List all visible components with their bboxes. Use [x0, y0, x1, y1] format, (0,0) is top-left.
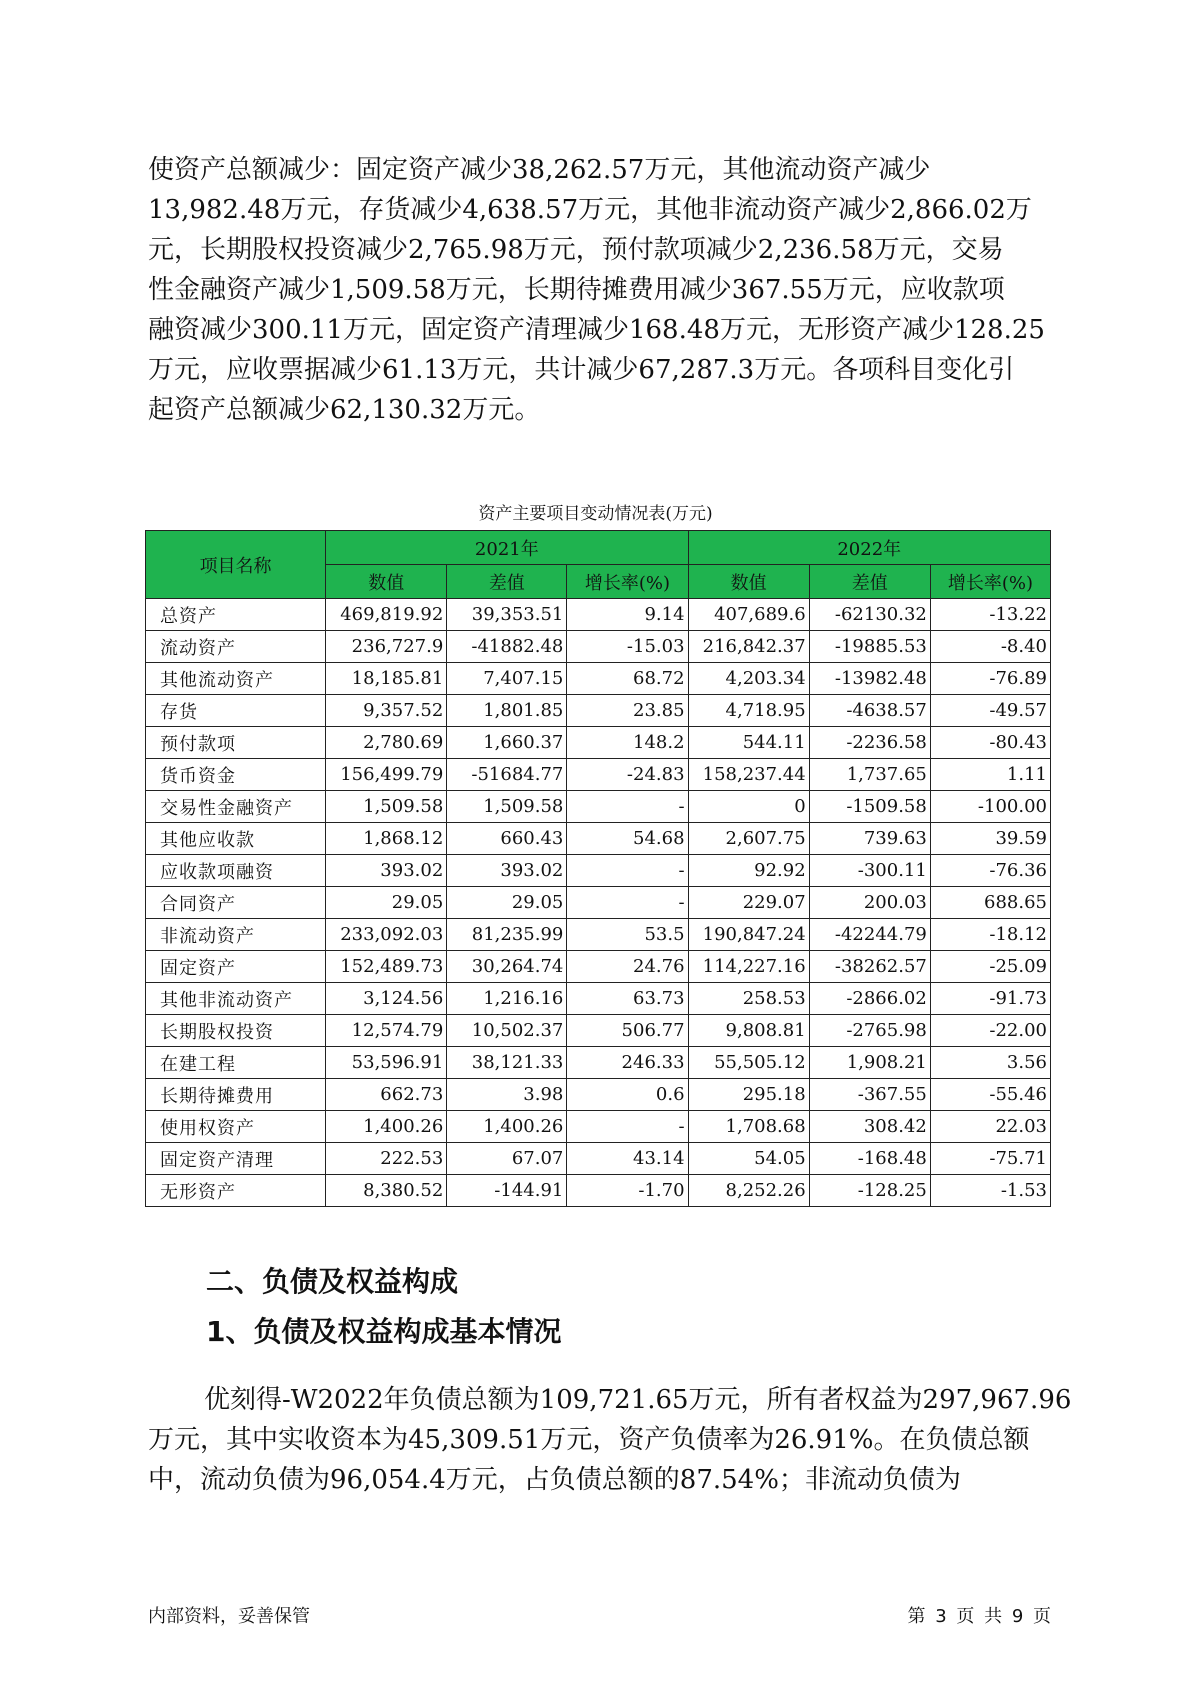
table-cell: 1,801.85	[447, 695, 567, 727]
table-cell: -100.00	[930, 791, 1050, 823]
table-cell: 0.6	[567, 1079, 688, 1111]
table-cell: 0	[688, 791, 809, 823]
table-cell: 246.33	[567, 1047, 688, 1079]
row-item-name: 长期股权投资	[146, 1015, 326, 1047]
row-item-name: 固定资产	[146, 951, 326, 983]
table-cell: -1.70	[567, 1175, 688, 1207]
table-cell: -2236.58	[809, 727, 930, 759]
table-cell: 190,847.24	[688, 919, 809, 951]
table-cell: 148.2	[567, 727, 688, 759]
row-item-name: 流动资产	[146, 631, 326, 663]
table-cell: -13.22	[930, 599, 1050, 631]
subsection-heading: 1、负债及权益构成基本情况	[206, 1315, 562, 1348]
table-row	[146, 695, 1051, 727]
paragraph-line: 中，流动负债为96,054.4万元，占负债总额的87.54%；非流动负债为	[148, 1465, 961, 1495]
table-cell: 200.03	[809, 887, 930, 919]
table-cell: 1,708.68	[688, 1111, 809, 1143]
paragraph-line: 万元，其中实收资本为45,309.51万元，资产负债率为26.91%。在负债总额	[148, 1425, 1030, 1455]
table-cell: 393.02	[447, 855, 567, 887]
table-cell: -75.71	[930, 1143, 1050, 1175]
table-cell: 9.14	[567, 599, 688, 631]
table-cell: 152,489.73	[326, 951, 447, 983]
table-cell: 1,737.65	[809, 759, 930, 791]
table-cell: -80.43	[930, 727, 1050, 759]
value-header: 数值	[326, 565, 447, 599]
table-cell: -76.89	[930, 663, 1050, 695]
paragraph-line: 使资产总额减少：固定资产减少38,262.57万元，其他流动资产减少	[148, 155, 931, 185]
table-cell: -91.73	[930, 983, 1050, 1015]
table-cell: 1,908.21	[809, 1047, 930, 1079]
table-cell: -55.46	[930, 1079, 1050, 1111]
year-2021-header: 2021年	[326, 531, 688, 565]
paragraph-line: 13,982.48万元，存货减少4,638.57万元，其他非流动资产减少2,866.02万	[148, 195, 1032, 225]
table-cell: 1,400.26	[447, 1111, 567, 1143]
table-row	[146, 727, 1051, 759]
table-row	[146, 823, 1051, 855]
table-cell: 1,660.37	[447, 727, 567, 759]
table-cell: 308.42	[809, 1111, 930, 1143]
table-cell: -144.91	[447, 1175, 567, 1207]
table-cell: 3.56	[930, 1047, 1050, 1079]
item-name-header: 项目名称	[146, 531, 326, 599]
table-cell: -25.09	[930, 951, 1050, 983]
table-cell: 295.18	[688, 1079, 809, 1111]
table-row	[146, 791, 1051, 823]
table-cell: -	[567, 791, 688, 823]
table-cell: -8.40	[930, 631, 1050, 663]
table-cell: -22.00	[930, 1015, 1050, 1047]
table-cell: -49.57	[930, 695, 1050, 727]
table-cell: -300.11	[809, 855, 930, 887]
table-header-row	[146, 531, 1051, 565]
table-cell: 3,124.56	[326, 983, 447, 1015]
table-cell: 158,237.44	[688, 759, 809, 791]
row-item-name: 其他非流动资产	[146, 983, 326, 1015]
row-item-name: 固定资产清理	[146, 1143, 326, 1175]
table-row	[146, 919, 1051, 951]
table-cell: 393.02	[326, 855, 447, 887]
table-cell: 469,819.92	[326, 599, 447, 631]
row-item-name: 总资产	[146, 599, 326, 631]
table-row	[146, 663, 1051, 695]
table-row	[146, 1111, 1051, 1143]
table-cell: 2,780.69	[326, 727, 447, 759]
table-cell: -24.83	[567, 759, 688, 791]
table-cell: 23.85	[567, 695, 688, 727]
table-body	[146, 599, 1051, 1207]
table-cell: -76.36	[930, 855, 1050, 887]
table-cell: 688.65	[930, 887, 1050, 919]
row-item-name: 交易性金融资产	[146, 791, 326, 823]
difference-header: 差值	[447, 565, 567, 599]
table-cell: 54.05	[688, 1143, 809, 1175]
table-cell: 18,185.81	[326, 663, 447, 695]
paragraph-line: 万元，应收票据减少61.13万元，共计减少67,287.3万元。各项科目变化引	[148, 355, 1015, 385]
table-cell: -51684.77	[447, 759, 567, 791]
table-cell: -18.12	[930, 919, 1050, 951]
table-cell: 22.03	[930, 1111, 1050, 1143]
table-cell: 63.73	[567, 983, 688, 1015]
liability-paragraph	[148, 1380, 1072, 1500]
table-cell: 10,502.37	[447, 1015, 567, 1047]
table-cell: 1,509.58	[447, 791, 567, 823]
table-row	[146, 1047, 1051, 1079]
paragraph-line: 性金融资产减少1,509.58万元，长期待摊费用减少367.55万元，应收款项	[148, 275, 1005, 305]
table-cell: 3.98	[447, 1079, 567, 1111]
table-cell: 8,252.26	[688, 1175, 809, 1207]
table-cell: -128.25	[809, 1175, 930, 1207]
section-heading: 二、负债及权益构成	[206, 1265, 459, 1298]
value-header: 数值	[688, 565, 809, 599]
table-cell: -41882.48	[447, 631, 567, 663]
asset-change-table	[145, 530, 1051, 1207]
table-cell: -2765.98	[809, 1015, 930, 1047]
table-cell: 114,227.16	[688, 951, 809, 983]
table-cell: -	[567, 887, 688, 919]
table-cell: 1,509.58	[326, 791, 447, 823]
table-cell: 43.14	[567, 1143, 688, 1175]
table-cell: -168.48	[809, 1143, 930, 1175]
row-item-name: 存货	[146, 695, 326, 727]
table-row	[146, 855, 1051, 887]
table-row	[146, 599, 1051, 631]
row-item-name: 长期待摊费用	[146, 1079, 326, 1111]
paragraph-line: 元，长期股权投资减少2,765.98万元，预付款项减少2,236.58万元，交易	[148, 235, 1004, 265]
table-cell: 233,092.03	[326, 919, 447, 951]
table-cell: 660.43	[447, 823, 567, 855]
year-2022-header: 2022年	[688, 531, 1050, 565]
growth-rate-header: 增长率(%)	[567, 565, 688, 599]
table-cell: 38,121.33	[447, 1047, 567, 1079]
table-cell: 39.59	[930, 823, 1050, 855]
table-cell: 24.76	[567, 951, 688, 983]
table-cell: -4638.57	[809, 695, 930, 727]
table-cell: -15.03	[567, 631, 688, 663]
paragraph-line: 起资产总额减少62,130.32万元。	[148, 395, 541, 425]
row-item-name: 预付款项	[146, 727, 326, 759]
table-cell: 8,380.52	[326, 1175, 447, 1207]
row-item-name: 非流动资产	[146, 919, 326, 951]
table-cell: 39,353.51	[447, 599, 567, 631]
table-cell: -1509.58	[809, 791, 930, 823]
table-cell: 407,689.6	[688, 599, 809, 631]
asset-change-paragraph	[148, 150, 1048, 430]
table-cell: 2,607.75	[688, 823, 809, 855]
table-cell: 9,357.52	[326, 695, 447, 727]
row-item-name: 无形资产	[146, 1175, 326, 1207]
table-cell: -62130.32	[809, 599, 930, 631]
table-cell: 12,574.79	[326, 1015, 447, 1047]
table-cell: 92.92	[688, 855, 809, 887]
table-cell: 506.77	[567, 1015, 688, 1047]
table-cell: 9,808.81	[688, 1015, 809, 1047]
table-cell: 236,727.9	[326, 631, 447, 663]
table-caption: 资产主要项目变动情况表(万元)	[478, 504, 713, 524]
table-cell: -	[567, 1111, 688, 1143]
table-cell: 1.11	[930, 759, 1050, 791]
table-cell: 30,264.74	[447, 951, 567, 983]
table-cell: 662.73	[326, 1079, 447, 1111]
table-cell: -2866.02	[809, 983, 930, 1015]
table-cell: 1,868.12	[326, 823, 447, 855]
table-cell: -38262.57	[809, 951, 930, 983]
table-row	[146, 887, 1051, 919]
table-row	[146, 1143, 1051, 1175]
table-cell: -1.53	[930, 1175, 1050, 1207]
row-item-name: 在建工程	[146, 1047, 326, 1079]
table-cell: 4,718.95	[688, 695, 809, 727]
table-cell: 55,505.12	[688, 1047, 809, 1079]
table-cell: 156,499.79	[326, 759, 447, 791]
table-cell: 544.11	[688, 727, 809, 759]
table-row	[146, 983, 1051, 1015]
row-item-name: 合同资产	[146, 887, 326, 919]
table-cell: 54.68	[567, 823, 688, 855]
table-cell: 4,203.34	[688, 663, 809, 695]
table-cell: 1,400.26	[326, 1111, 447, 1143]
row-item-name: 其他流动资产	[146, 663, 326, 695]
difference-header: 差值	[809, 565, 930, 599]
table-cell: 1,216.16	[447, 983, 567, 1015]
table-row	[146, 951, 1051, 983]
table-cell: -367.55	[809, 1079, 930, 1111]
table-cell: 53,596.91	[326, 1047, 447, 1079]
table-cell: 29.05	[447, 887, 567, 919]
row-item-name: 其他应收款	[146, 823, 326, 855]
table-row	[146, 1079, 1051, 1111]
row-item-name: 货币资金	[146, 759, 326, 791]
growth-rate-header: 增长率(%)	[930, 565, 1050, 599]
paragraph-line: 优刻得-W2022年负债总额为109,721.65万元，所有者权益为297,967.96	[204, 1385, 1072, 1415]
table-cell: -	[567, 855, 688, 887]
table-cell: 216,842.37	[688, 631, 809, 663]
table-cell: 81,235.99	[447, 919, 567, 951]
row-item-name: 使用权资产	[146, 1111, 326, 1143]
table-cell: 739.63	[809, 823, 930, 855]
table-row	[146, 1015, 1051, 1047]
table-cell: 258.53	[688, 983, 809, 1015]
footer-confidential-note: 内部资料，妥善保管	[148, 1606, 310, 1627]
footer-page-number: 第 3 页 共 9 页	[907, 1606, 1051, 1627]
table-cell: -13982.48	[809, 663, 930, 695]
table-cell: 7,407.15	[447, 663, 567, 695]
table-cell: -19885.53	[809, 631, 930, 663]
table-row	[146, 631, 1051, 663]
table-cell: 67.07	[447, 1143, 567, 1175]
paragraph-line: 融资减少300.11万元，固定资产清理减少168.48万元，无形资产减少128.25	[148, 315, 1045, 345]
table-cell: 53.5	[567, 919, 688, 951]
table-cell: -42244.79	[809, 919, 930, 951]
table-row	[146, 1175, 1051, 1207]
table-cell: 29.05	[326, 887, 447, 919]
table-cell: 68.72	[567, 663, 688, 695]
table-row	[146, 759, 1051, 791]
table-cell: 222.53	[326, 1143, 447, 1175]
row-item-name: 应收款项融资	[146, 855, 326, 887]
table-cell: 229.07	[688, 887, 809, 919]
